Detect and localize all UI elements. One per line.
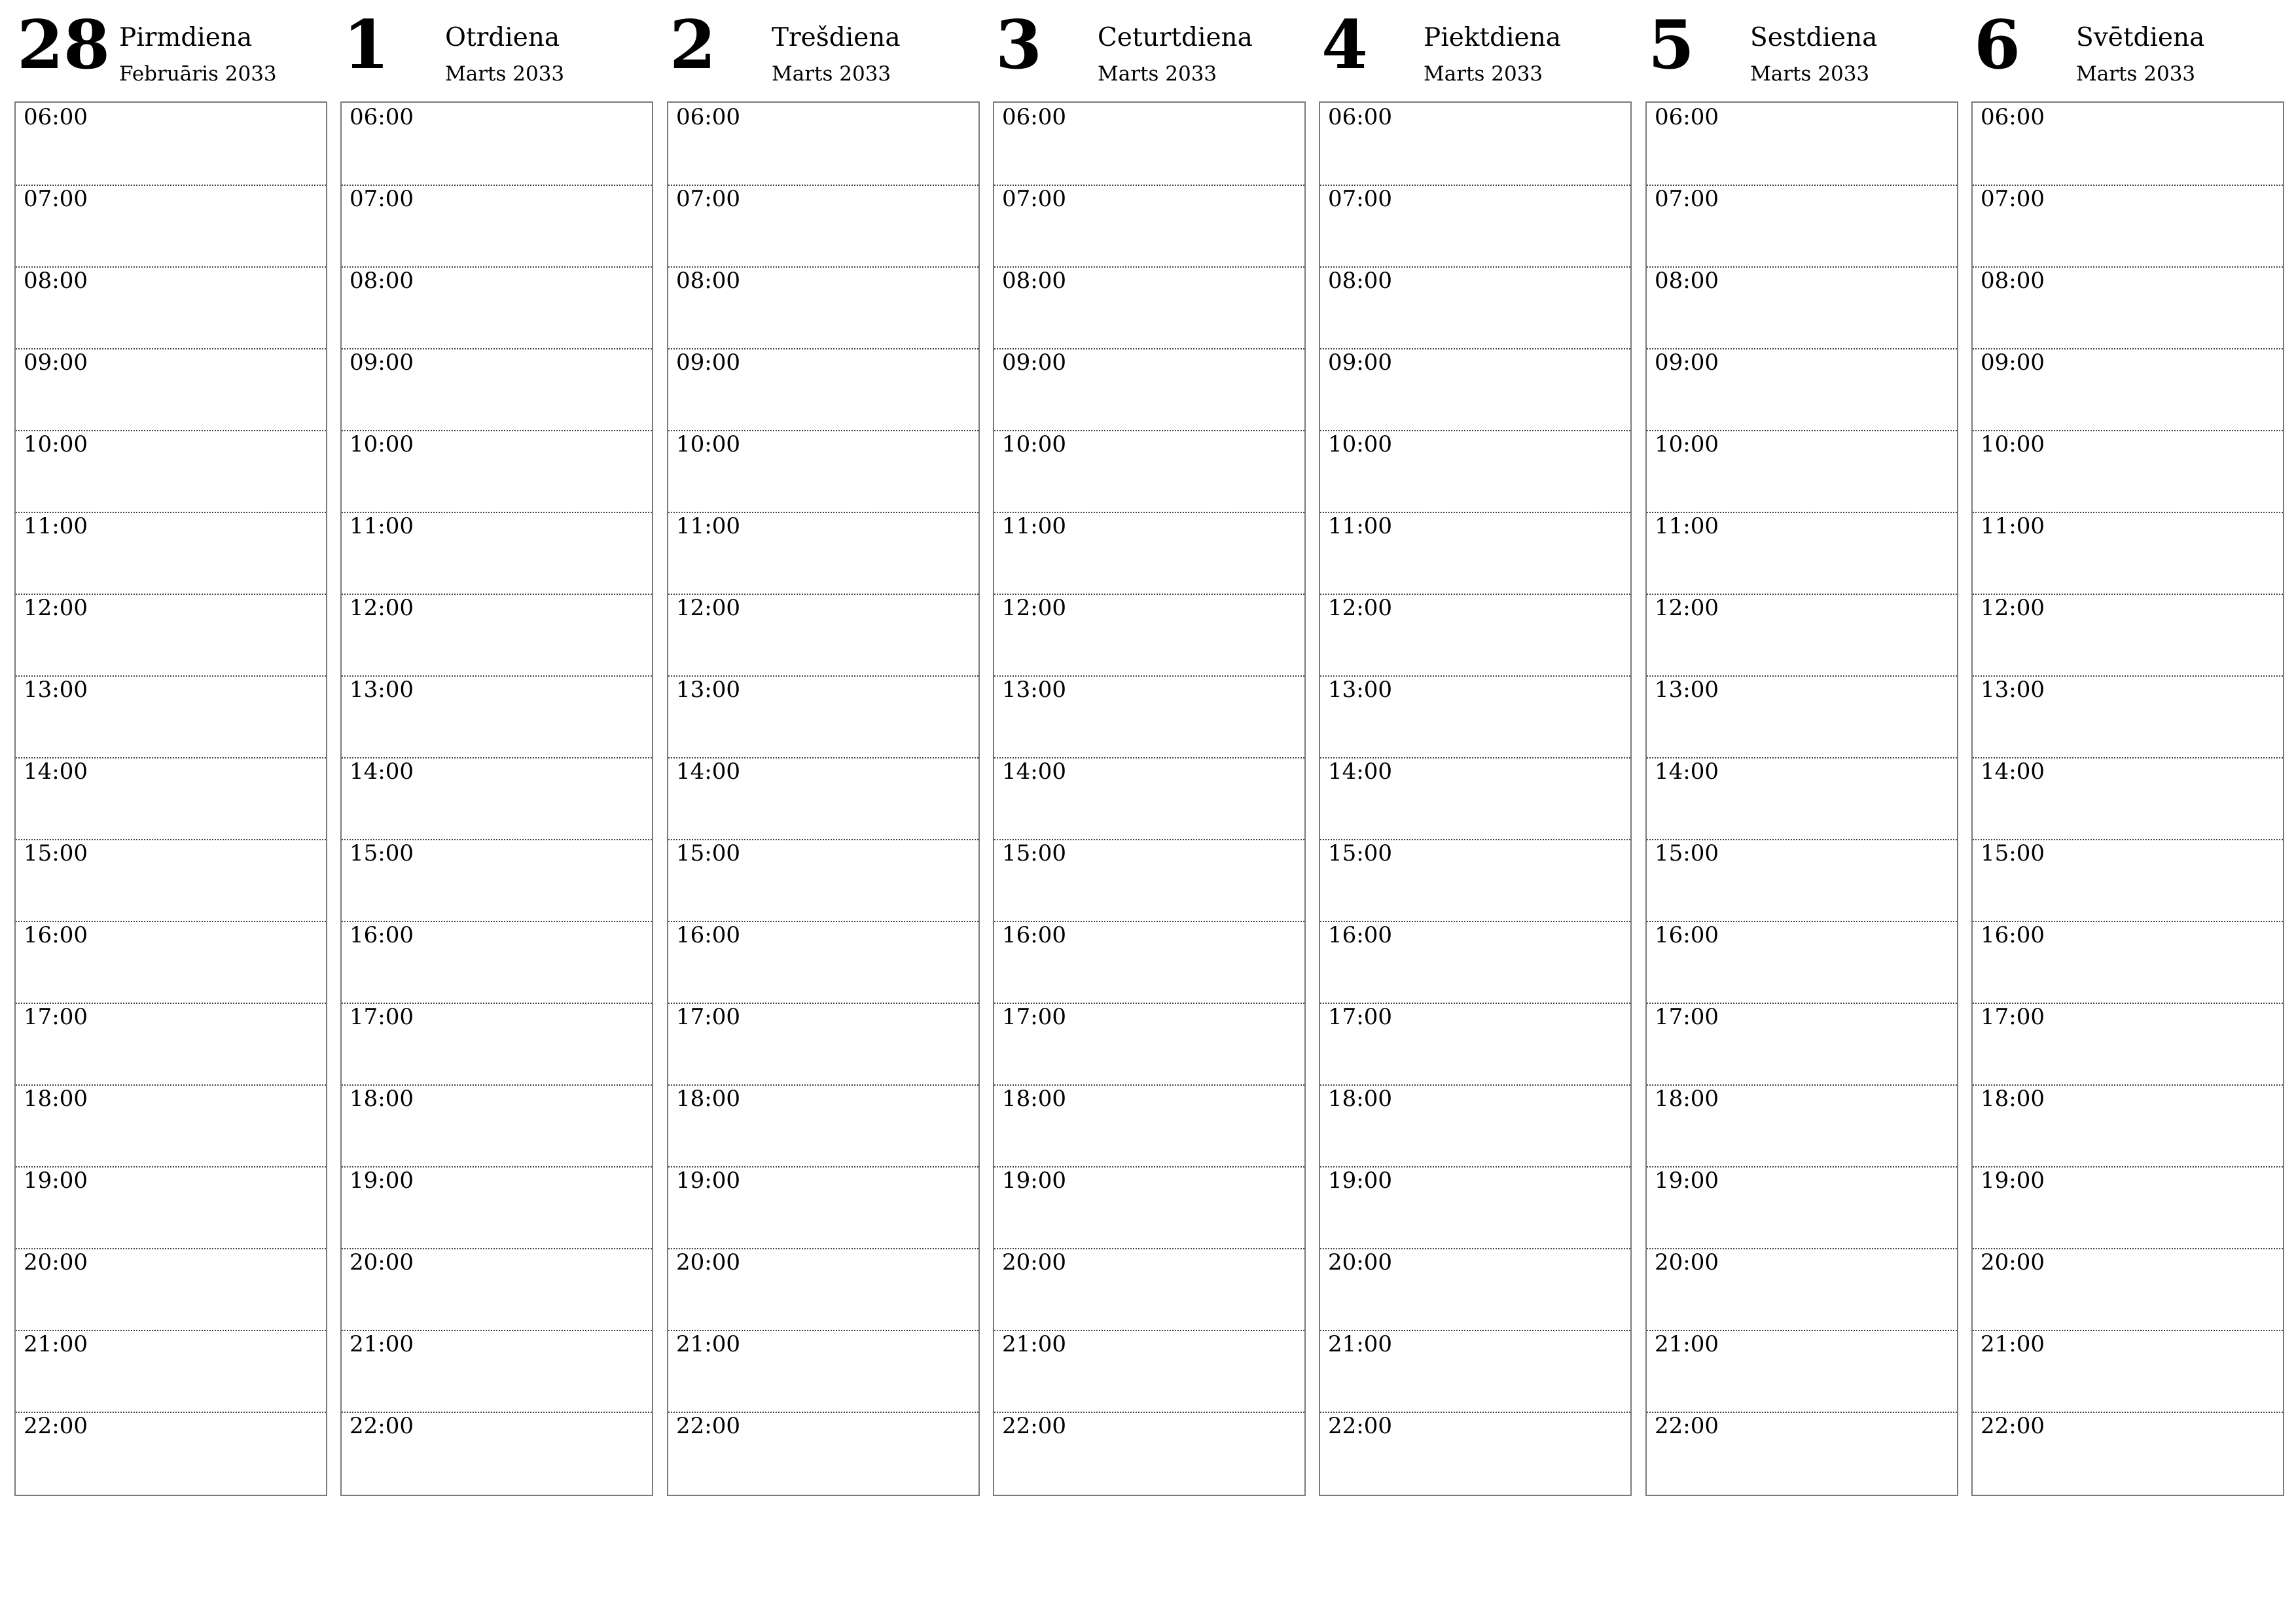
month-year: Marts 2033 (1424, 62, 1543, 86)
day-header (340, 0, 653, 101)
hour-slot[interactable] (994, 1412, 1304, 1493)
month-year: Marts 2033 (772, 62, 891, 86)
hour-slot[interactable] (1973, 430, 2283, 512)
hour-label: 17:00 (1002, 1004, 1066, 1030)
hour-label: 06:00 (1002, 104, 1066, 130)
hour-slot[interactable] (1647, 1084, 1957, 1166)
hour-slot[interactable] (1647, 103, 1957, 185)
hour-slot[interactable] (1647, 1412, 1957, 1493)
hour-slot[interactable] (668, 921, 978, 1003)
hour-slot[interactable] (342, 1248, 652, 1330)
hour-label: 21:00 (676, 1331, 740, 1357)
hour-label: 21:00 (1002, 1331, 1066, 1357)
month-year: Marts 2033 (445, 62, 565, 86)
hour-label: 16:00 (24, 922, 88, 948)
hour-slot[interactable] (668, 348, 978, 430)
hour-slot[interactable] (16, 675, 326, 757)
hour-slot[interactable] (1320, 921, 1630, 1003)
hour-label: 19:00 (350, 1168, 414, 1194)
hour-label: 19:00 (24, 1168, 88, 1194)
hour-slot[interactable] (342, 1084, 652, 1166)
hour-slot[interactable] (1647, 1166, 1957, 1248)
hour-slot[interactable] (342, 266, 652, 348)
hour-slot[interactable] (16, 185, 326, 266)
hour-label: 16:00 (1655, 922, 1719, 948)
day-schedule-box (1971, 101, 2284, 1496)
hour-label: 13:00 (1981, 677, 2045, 703)
hour-slot[interactable] (668, 594, 978, 675)
hour-slot[interactable] (1320, 430, 1630, 512)
hour-slot[interactable] (1320, 757, 1630, 839)
hour-label: 08:00 (1002, 268, 1066, 294)
hour-label: 22:00 (676, 1413, 740, 1439)
hour-slot[interactable] (1647, 185, 1957, 266)
hour-label: 10:00 (1328, 431, 1392, 457)
hour-label: 18:00 (1328, 1086, 1392, 1112)
hour-label: 11:00 (1328, 513, 1392, 539)
hour-slot[interactable] (994, 103, 1304, 185)
hour-label: 17:00 (24, 1004, 88, 1030)
day-schedule-box (993, 101, 1306, 1496)
weekday-name: Piektdiena (1424, 23, 1561, 52)
hour-label: 10:00 (24, 431, 88, 457)
hour-label: 10:00 (1981, 431, 2045, 457)
hour-slot[interactable] (342, 430, 652, 512)
hour-slot[interactable] (994, 1166, 1304, 1248)
hour-label: 22:00 (1328, 1413, 1392, 1439)
hour-label: 15:00 (350, 840, 414, 866)
hour-label: 19:00 (1328, 1168, 1392, 1194)
hour-slot[interactable] (668, 839, 978, 921)
hour-label: 15:00 (24, 840, 88, 866)
hour-slot[interactable] (994, 1003, 1304, 1084)
hour-label: 14:00 (676, 758, 740, 785)
hour-slot[interactable] (1647, 839, 1957, 921)
hour-slot[interactable] (1973, 1003, 2283, 1084)
hour-label: 12:00 (350, 595, 414, 621)
hour-label: 06:00 (350, 104, 414, 130)
hour-label: 14:00 (1328, 758, 1392, 785)
hour-label: 08:00 (350, 268, 414, 294)
hour-label: 16:00 (676, 922, 740, 948)
hour-slot[interactable] (342, 1330, 652, 1412)
day-number: 1 (343, 6, 389, 84)
hour-slot[interactable] (16, 103, 326, 185)
hour-slot[interactable] (1647, 675, 1957, 757)
hour-label: 22:00 (1002, 1413, 1066, 1439)
hour-label: 10:00 (350, 431, 414, 457)
day-header (667, 0, 980, 101)
hour-slot[interactable] (994, 675, 1304, 757)
hour-label: 15:00 (676, 840, 740, 866)
hour-slot[interactable] (994, 1248, 1304, 1330)
day-number: 28 (17, 6, 110, 84)
hour-label: 11:00 (676, 513, 740, 539)
hour-slot[interactable] (342, 103, 652, 185)
hour-slot[interactable] (668, 512, 978, 594)
hour-slot[interactable] (1320, 348, 1630, 430)
hour-label: 21:00 (1981, 1331, 2045, 1357)
hour-slot[interactable] (16, 839, 326, 921)
hour-label: 14:00 (24, 758, 88, 785)
hour-slot[interactable] (342, 1003, 652, 1084)
hour-label: 13:00 (350, 677, 414, 703)
hour-label: 19:00 (1002, 1168, 1066, 1194)
day-column (1971, 0, 2284, 1439)
day-number: 3 (996, 6, 1042, 84)
hour-label: 12:00 (1002, 595, 1066, 621)
hour-slot[interactable] (342, 594, 652, 675)
month-year: Marts 2033 (2076, 62, 2196, 86)
hour-slot[interactable] (16, 1084, 326, 1166)
hour-label: 08:00 (1981, 268, 2045, 294)
hour-label: 18:00 (350, 1086, 414, 1112)
hour-label: 20:00 (1002, 1249, 1066, 1275)
hour-slot[interactable] (1647, 757, 1957, 839)
hour-label: 07:00 (676, 186, 740, 212)
hour-slot[interactable] (16, 1248, 326, 1330)
hour-label: 21:00 (350, 1331, 414, 1357)
hour-slot[interactable] (1320, 103, 1630, 185)
hour-slot[interactable] (1320, 1248, 1630, 1330)
hour-slot[interactable] (1973, 512, 2283, 594)
hour-slot[interactable] (668, 266, 978, 348)
hour-label: 20:00 (1328, 1249, 1392, 1275)
hour-label: 08:00 (676, 268, 740, 294)
hour-label: 06:00 (24, 104, 88, 130)
day-column (1645, 0, 1958, 1439)
hour-slot[interactable] (668, 1248, 978, 1330)
hour-slot[interactable] (1320, 1330, 1630, 1412)
hour-slot[interactable] (1320, 1084, 1630, 1166)
hour-slot[interactable] (16, 430, 326, 512)
hour-label: 13:00 (1002, 677, 1066, 703)
hour-slot[interactable] (1973, 266, 2283, 348)
hour-label: 12:00 (676, 595, 740, 621)
day-number: 4 (1321, 6, 1368, 84)
hour-label: 18:00 (1981, 1086, 2045, 1112)
hour-slot[interactable] (16, 1412, 326, 1493)
hour-label: 07:00 (24, 186, 88, 212)
hour-slot[interactable] (16, 348, 326, 430)
hour-label: 18:00 (1655, 1086, 1719, 1112)
hour-slot[interactable] (668, 103, 978, 185)
hour-label: 15:00 (1328, 840, 1392, 866)
hour-slot[interactable] (994, 757, 1304, 839)
day-schedule-box (1645, 101, 1958, 1496)
hour-slot[interactable] (1973, 594, 2283, 675)
weekday-name: Svētdiena (2076, 23, 2205, 52)
hour-slot[interactable] (16, 921, 326, 1003)
hour-label: 06:00 (1328, 104, 1392, 130)
hour-slot[interactable] (1647, 348, 1957, 430)
hour-label: 21:00 (24, 1331, 88, 1357)
day-schedule-box (340, 101, 653, 1496)
hour-slot[interactable] (994, 839, 1304, 921)
hour-label: 13:00 (1328, 677, 1392, 703)
hour-slot[interactable] (1973, 921, 2283, 1003)
hour-label: 12:00 (1655, 595, 1719, 621)
hour-label: 21:00 (1328, 1331, 1392, 1357)
hour-label: 08:00 (1328, 268, 1392, 294)
hour-label: 13:00 (24, 677, 88, 703)
hour-label: 10:00 (1002, 431, 1066, 457)
hour-slot[interactable] (1973, 103, 2283, 185)
hour-slot[interactable] (1320, 185, 1630, 266)
hour-label: 22:00 (350, 1413, 414, 1439)
hour-label: 18:00 (24, 1086, 88, 1112)
hour-label: 07:00 (1328, 186, 1392, 212)
weekday-name: Otrdiena (445, 23, 560, 52)
hour-slot[interactable] (1320, 1412, 1630, 1493)
hour-label: 09:00 (24, 349, 88, 376)
hour-slot[interactable] (1973, 839, 2283, 921)
hour-slot[interactable] (342, 348, 652, 430)
hour-slot[interactable] (994, 1330, 1304, 1412)
hour-label: 17:00 (676, 1004, 740, 1030)
hour-label: 16:00 (350, 922, 414, 948)
hour-slot[interactable] (342, 1166, 652, 1248)
hour-slot[interactable] (994, 348, 1304, 430)
hour-label: 07:00 (1981, 186, 2045, 212)
day-column (1319, 0, 1632, 1439)
hour-slot[interactable] (668, 757, 978, 839)
hour-slot[interactable] (1973, 1330, 2283, 1412)
hour-slot[interactable] (1973, 348, 2283, 430)
hour-label: 19:00 (1981, 1168, 2045, 1194)
hour-label: 11:00 (24, 513, 88, 539)
hour-slot[interactable] (342, 921, 652, 1003)
hour-label: 07:00 (1655, 186, 1719, 212)
hour-slot[interactable] (16, 1330, 326, 1412)
hour-label: 22:00 (1981, 1413, 2045, 1439)
hour-slot[interactable] (1973, 1166, 2283, 1248)
hour-slot[interactable] (1647, 266, 1957, 348)
hour-slot[interactable] (1973, 757, 2283, 839)
hour-label: 13:00 (1655, 677, 1719, 703)
day-schedule-box (667, 101, 980, 1496)
hour-label: 15:00 (1981, 840, 2045, 866)
hour-label: 08:00 (1655, 268, 1719, 294)
hour-slot[interactable] (1647, 594, 1957, 675)
day-column (667, 0, 980, 1439)
weekday-name: Ceturtdiena (1098, 23, 1253, 52)
hour-slot[interactable] (994, 512, 1304, 594)
hour-label: 20:00 (350, 1249, 414, 1275)
hour-label: 20:00 (24, 1249, 88, 1275)
hour-label: 20:00 (676, 1249, 740, 1275)
hour-slot[interactable] (1647, 921, 1957, 1003)
day-header (1319, 0, 1632, 101)
hour-slot[interactable] (1320, 266, 1630, 348)
hour-label: 06:00 (676, 104, 740, 130)
hour-slot[interactable] (1647, 430, 1957, 512)
hour-slot[interactable] (16, 594, 326, 675)
hour-label: 07:00 (1002, 186, 1066, 212)
month-year: Februāris 2033 (119, 62, 277, 86)
weekday-name: Sestdiena (1750, 23, 1878, 52)
hour-label: 11:00 (1002, 513, 1066, 539)
hour-slot[interactable] (668, 1166, 978, 1248)
hour-label: 17:00 (1981, 1004, 2045, 1030)
day-column (993, 0, 1306, 1439)
hour-label: 16:00 (1002, 922, 1066, 948)
hour-slot[interactable] (1320, 839, 1630, 921)
hour-label: 15:00 (1002, 840, 1066, 866)
day-column (340, 0, 653, 1439)
hour-label: 21:00 (1655, 1331, 1719, 1357)
hour-slot[interactable] (1973, 675, 2283, 757)
hour-slot[interactable] (342, 675, 652, 757)
hour-slot[interactable] (1320, 1003, 1630, 1084)
hour-slot[interactable] (994, 266, 1304, 348)
hour-label: 15:00 (1655, 840, 1719, 866)
hour-slot[interactable] (994, 594, 1304, 675)
hour-slot[interactable] (668, 1084, 978, 1166)
hour-slot[interactable] (668, 1003, 978, 1084)
hour-slot[interactable] (1320, 512, 1630, 594)
hour-slot[interactable] (1320, 675, 1630, 757)
hour-slot[interactable] (342, 757, 652, 839)
hour-slot[interactable] (1320, 1166, 1630, 1248)
hour-slot[interactable] (1647, 1248, 1957, 1330)
hour-label: 14:00 (1002, 758, 1066, 785)
hour-slot[interactable] (994, 921, 1304, 1003)
hour-label: 08:00 (24, 268, 88, 294)
hour-slot[interactable] (342, 512, 652, 594)
hour-slot[interactable] (668, 185, 978, 266)
hour-label: 10:00 (1655, 431, 1719, 457)
hour-slot[interactable] (668, 1412, 978, 1493)
day-column (14, 0, 327, 1439)
hour-slot[interactable] (16, 266, 326, 348)
day-schedule-box (1319, 101, 1632, 1496)
hour-label: 09:00 (1655, 349, 1719, 376)
weekday-name: Trešdiena (772, 23, 901, 52)
hour-slot[interactable] (342, 1412, 652, 1493)
hour-label: 14:00 (1981, 758, 2045, 785)
day-header (1971, 0, 2284, 101)
hour-slot[interactable] (16, 1166, 326, 1248)
hour-label: 18:00 (1002, 1086, 1066, 1112)
hour-label: 11:00 (1981, 513, 2045, 539)
hour-slot[interactable] (16, 1003, 326, 1084)
hour-label: 06:00 (1981, 104, 2045, 130)
hour-label: 20:00 (1655, 1249, 1719, 1275)
hour-label: 09:00 (676, 349, 740, 376)
weekday-name: Pirmdiena (119, 23, 253, 52)
hour-slot[interactable] (16, 512, 326, 594)
hour-slot[interactable] (1973, 1248, 2283, 1330)
hour-label: 16:00 (1328, 922, 1392, 948)
hour-label: 11:00 (1655, 513, 1719, 539)
hour-slot[interactable] (16, 757, 326, 839)
hour-label: 16:00 (1981, 922, 2045, 948)
day-header (1645, 0, 1958, 101)
hour-label: 19:00 (1655, 1168, 1719, 1194)
hour-slot[interactable] (342, 839, 652, 921)
day-number: 6 (1974, 6, 2020, 84)
hour-slot[interactable] (1647, 1330, 1957, 1412)
hour-label: 09:00 (1328, 349, 1392, 376)
hour-label: 17:00 (1328, 1004, 1392, 1030)
hour-label: 09:00 (1981, 349, 2045, 376)
hour-label: 18:00 (676, 1086, 740, 1112)
hour-label: 09:00 (350, 349, 414, 376)
month-year: Marts 2033 (1098, 62, 1217, 86)
hour-slot[interactable] (668, 430, 978, 512)
hour-slot[interactable] (1973, 1412, 2283, 1493)
hour-slot[interactable] (668, 675, 978, 757)
hour-label: 14:00 (350, 758, 414, 785)
hour-slot[interactable] (1973, 185, 2283, 266)
hour-slot[interactable] (1320, 594, 1630, 675)
hour-slot[interactable] (994, 1084, 1304, 1166)
hour-label: 17:00 (350, 1004, 414, 1030)
hour-label: 07:00 (350, 186, 414, 212)
hour-slot[interactable] (1647, 1003, 1957, 1084)
day-header (993, 0, 1306, 101)
hour-slot[interactable] (994, 185, 1304, 266)
day-schedule-box (14, 101, 327, 1496)
hour-label: 06:00 (1655, 104, 1719, 130)
hour-label: 17:00 (1655, 1004, 1719, 1030)
hour-label: 12:00 (1981, 595, 2045, 621)
hour-label: 19:00 (676, 1168, 740, 1194)
hour-slot[interactable] (994, 430, 1304, 512)
hour-slot[interactable] (668, 1330, 978, 1412)
day-number: 2 (670, 6, 716, 84)
day-number: 5 (1648, 6, 1695, 84)
hour-label: 22:00 (24, 1413, 88, 1439)
hour-label: 13:00 (676, 677, 740, 703)
month-year: Marts 2033 (1750, 62, 1870, 86)
hour-label: 12:00 (1328, 595, 1392, 621)
hour-label: 11:00 (350, 513, 414, 539)
day-header (14, 0, 327, 101)
hour-label: 09:00 (1002, 349, 1066, 376)
hour-slot[interactable] (1647, 512, 1957, 594)
hour-label: 14:00 (1655, 758, 1719, 785)
hour-label: 22:00 (1655, 1413, 1719, 1439)
hour-label: 10:00 (676, 431, 740, 457)
hour-label: 12:00 (24, 595, 88, 621)
hour-label: 20:00 (1981, 1249, 2045, 1275)
hour-slot[interactable] (342, 185, 652, 266)
hour-slot[interactable] (1973, 1084, 2283, 1166)
